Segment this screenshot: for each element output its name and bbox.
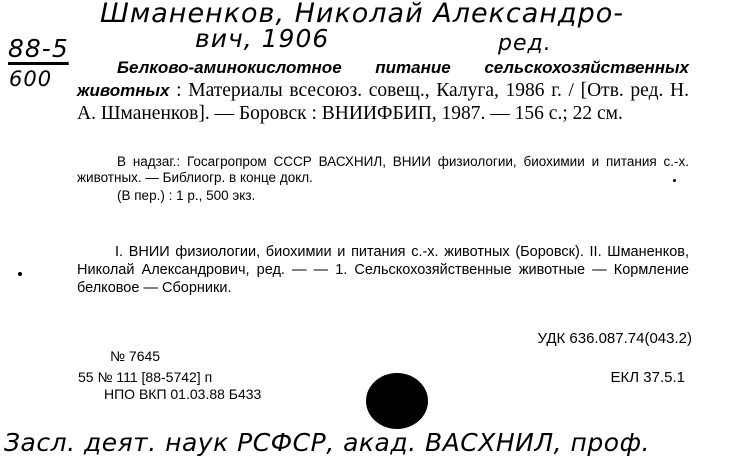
tracings-text: I. ВНИИ физиологии, биохимии и питания с.-х. животных (Боровск). II. Шманенков, Николай Александрович, ред. — — 1. Сельскохозяйственные животные — Кормление белковое — Сборники. [77, 244, 689, 296]
handwritten-author-line1: Шманенков, Николай Александро- [100, 0, 624, 29]
registration-line2: НПО ВКП 01.03.88 Б433 [104, 386, 262, 402]
handwritten-author-line2: вич, 1906 [195, 24, 330, 53]
speck [673, 179, 676, 182]
registration-line1: 55 № 111 [88-5742] п [78, 369, 213, 385]
headnote [77, 154, 689, 186]
udk-code: УДК 636.087.74(043.2) [537, 330, 692, 347]
headnote-text: В надзаг.: Госагропром СССР ВАСХНИЛ, ВНИИ физиологии, биохимии и питания с.-х. животных. — Библиогр. в конце докл. [77, 154, 689, 185]
call-number-bottom: 600 [9, 67, 53, 91]
bibliographic-entry [77, 56, 689, 125]
ekl-code: ЕКЛ 37.5.1 [610, 369, 685, 386]
entry-description: : Материалы всесоюз. совещ., Калуга, 1986 г. / [Отв. ред. Н. А. Шманенков]. — Боровск : ВНИИФБИП, 1987. — 156 с.; 22 см. [77, 80, 689, 124]
card-number: № 7645 [110, 348, 161, 364]
punch-hole [366, 373, 428, 429]
call-number-top: 88-5 [8, 34, 69, 63]
handwritten-role: ред. [498, 31, 552, 56]
price-note: (В пер.) : 1 р., 500 экз. [117, 188, 256, 203]
handwritten-bottom-note: Засл. деят. наук РСФСР, акад. ВАСХНИЛ, проф. [4, 428, 650, 457]
entry-title: Белково-аминокислотное питание сельскохозяйственных животных [77, 58, 689, 100]
speck [18, 272, 22, 276]
tracings [77, 243, 689, 297]
